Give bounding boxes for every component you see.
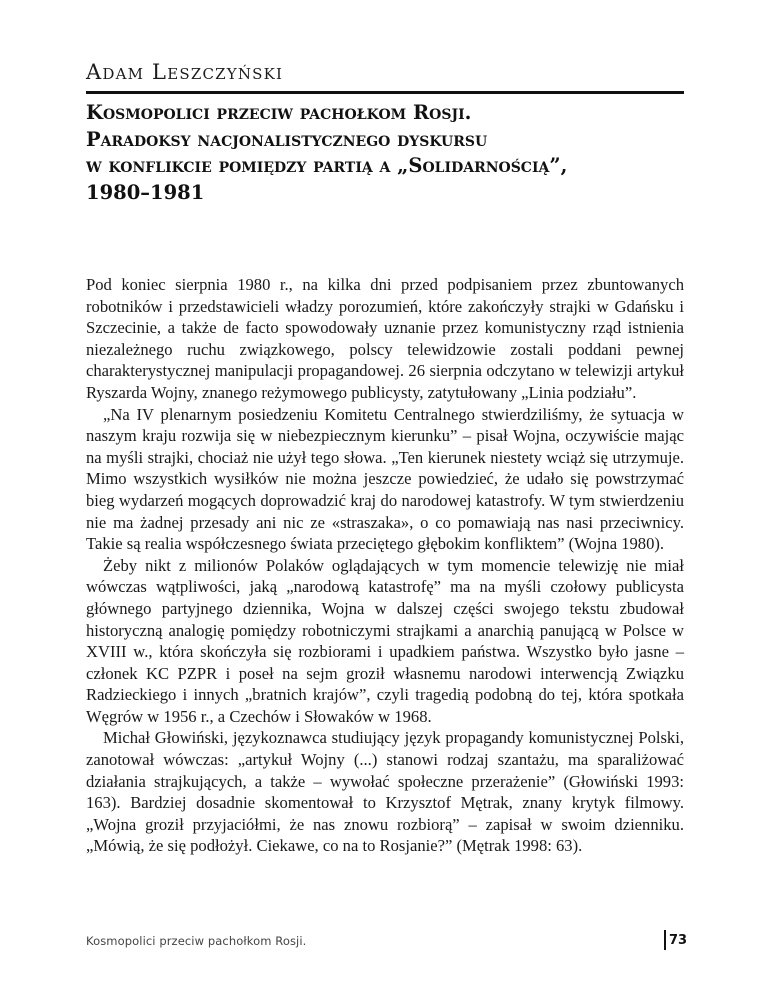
- running-footer-title: Kosmopolici przeciw pachołkom Rosji.: [86, 934, 307, 948]
- paragraph: Pod koniec sierpnia 1980 r., na kilka dni przed podpisaniem przez zbuntowanych robotników i przedstawicieli władzy porozumień, które zakończyły strajki w Gdańsku i Szczecinie, a także de facto spowodowały uznanie przez komunistyczny rząd istnienia niezależnego ruchu związkowego, polscy telewidzowie zostali poddani pewnej charakterystycznej manipulacji propagandowej. 26 sierpnia odczytano w telewizji artykuł Ryszarda Wojny, znanego reżymowego publicysty, zatytułowany „Linia podziału”.: [86, 275, 684, 402]
- author-name: Adam Leszczyński: [86, 60, 284, 84]
- title-rule: [86, 91, 684, 94]
- paragraph: Żeby nikt z milionów Polaków oglądających w tym momencie telewizję nie miał wówczas wątpliwości, jaką „narodową katastrofę” ma na myśli czołowy publicysta głównego partyjnego dziennika, Wojna w dalszej części swojego tekstu zbudował historyczną analogię pomiędzy robotniczymi strajkami a anarchią panującą w Polsce w XVIII w., która skończyła się rozbiorami i upadkiem państwa. Wszystko było jasne – członek KC PZPR i poseł na sejm groził własnemu narodowi interwencją Związku Radzieckiego i innych „bratnich krajów”, czyli tragedią podobną do tej, która spotkała Węgrów w 1956 r., a Czechów i Słowaków w 1968.: [86, 555, 684, 726]
- article-body: [86, 274, 684, 857]
- title-line: Kosmopolici przeciw pachołkom Rosji.: [86, 101, 472, 124]
- title-line: w konflikcie pomiędzy partią a „Solidarnością”,: [86, 154, 568, 177]
- page-number-bar: [664, 930, 666, 950]
- title-line: 1980–1981: [86, 180, 205, 204]
- article-title: [86, 100, 706, 206]
- page-number-value: 73: [669, 932, 688, 948]
- title-line: Paradoksy nacjonalistycznego dyskursu: [86, 127, 488, 151]
- page-number: [664, 929, 687, 951]
- paragraph: „Na IV plenarnym posiedzeniu Komitetu Centralnego stwierdziliśmy, że sytuacja w naszym kraju rozwija się w niebezpiecznym kierunku” – pisał Wojna, oczywiście mając na myśli strajki, chociaż nie użył tego słowa. „Ten kierunek niestety wciąż się utrzymuje. Mimo wszystkich wysiłków nie można jeszcze powiedzieć, że udało się powstrzymać bieg wydarzeń mogących doprowadzić kraj do narodowej katastrofy. W tym stwierdzeniu nie ma żadnej przesady ani nic ze «straszaka», o co pomawiają nas nasi przeciwnicy. Takie są realia współczesnego świata przeciętego głębokim konfliktem” (Wojna 1980).: [86, 404, 684, 554]
- paragraph: Michał Głowiński, językoznawca studiujący język propagandy komunistycznej Polski, zanotował wówczas: „artykuł Wojny (...) stanowi rodzaj szantażu, ma sparaliżować działania strajkujących, a także – wywołać społeczne przerażenie” (Głowiński 1993: 163). Bardziej dosadnie skomentował to Krzysztof Mętrak, znany krytyk filmowy. „Wojna groził przyjaciółmi, że nas znowu rozbiorą” – zapisał w swoim dzienniku. „Mówią, że się podłożył. Ciekawe, co na to Rosjanie?” (Mętrak 1998: 63).: [86, 728, 684, 856]
